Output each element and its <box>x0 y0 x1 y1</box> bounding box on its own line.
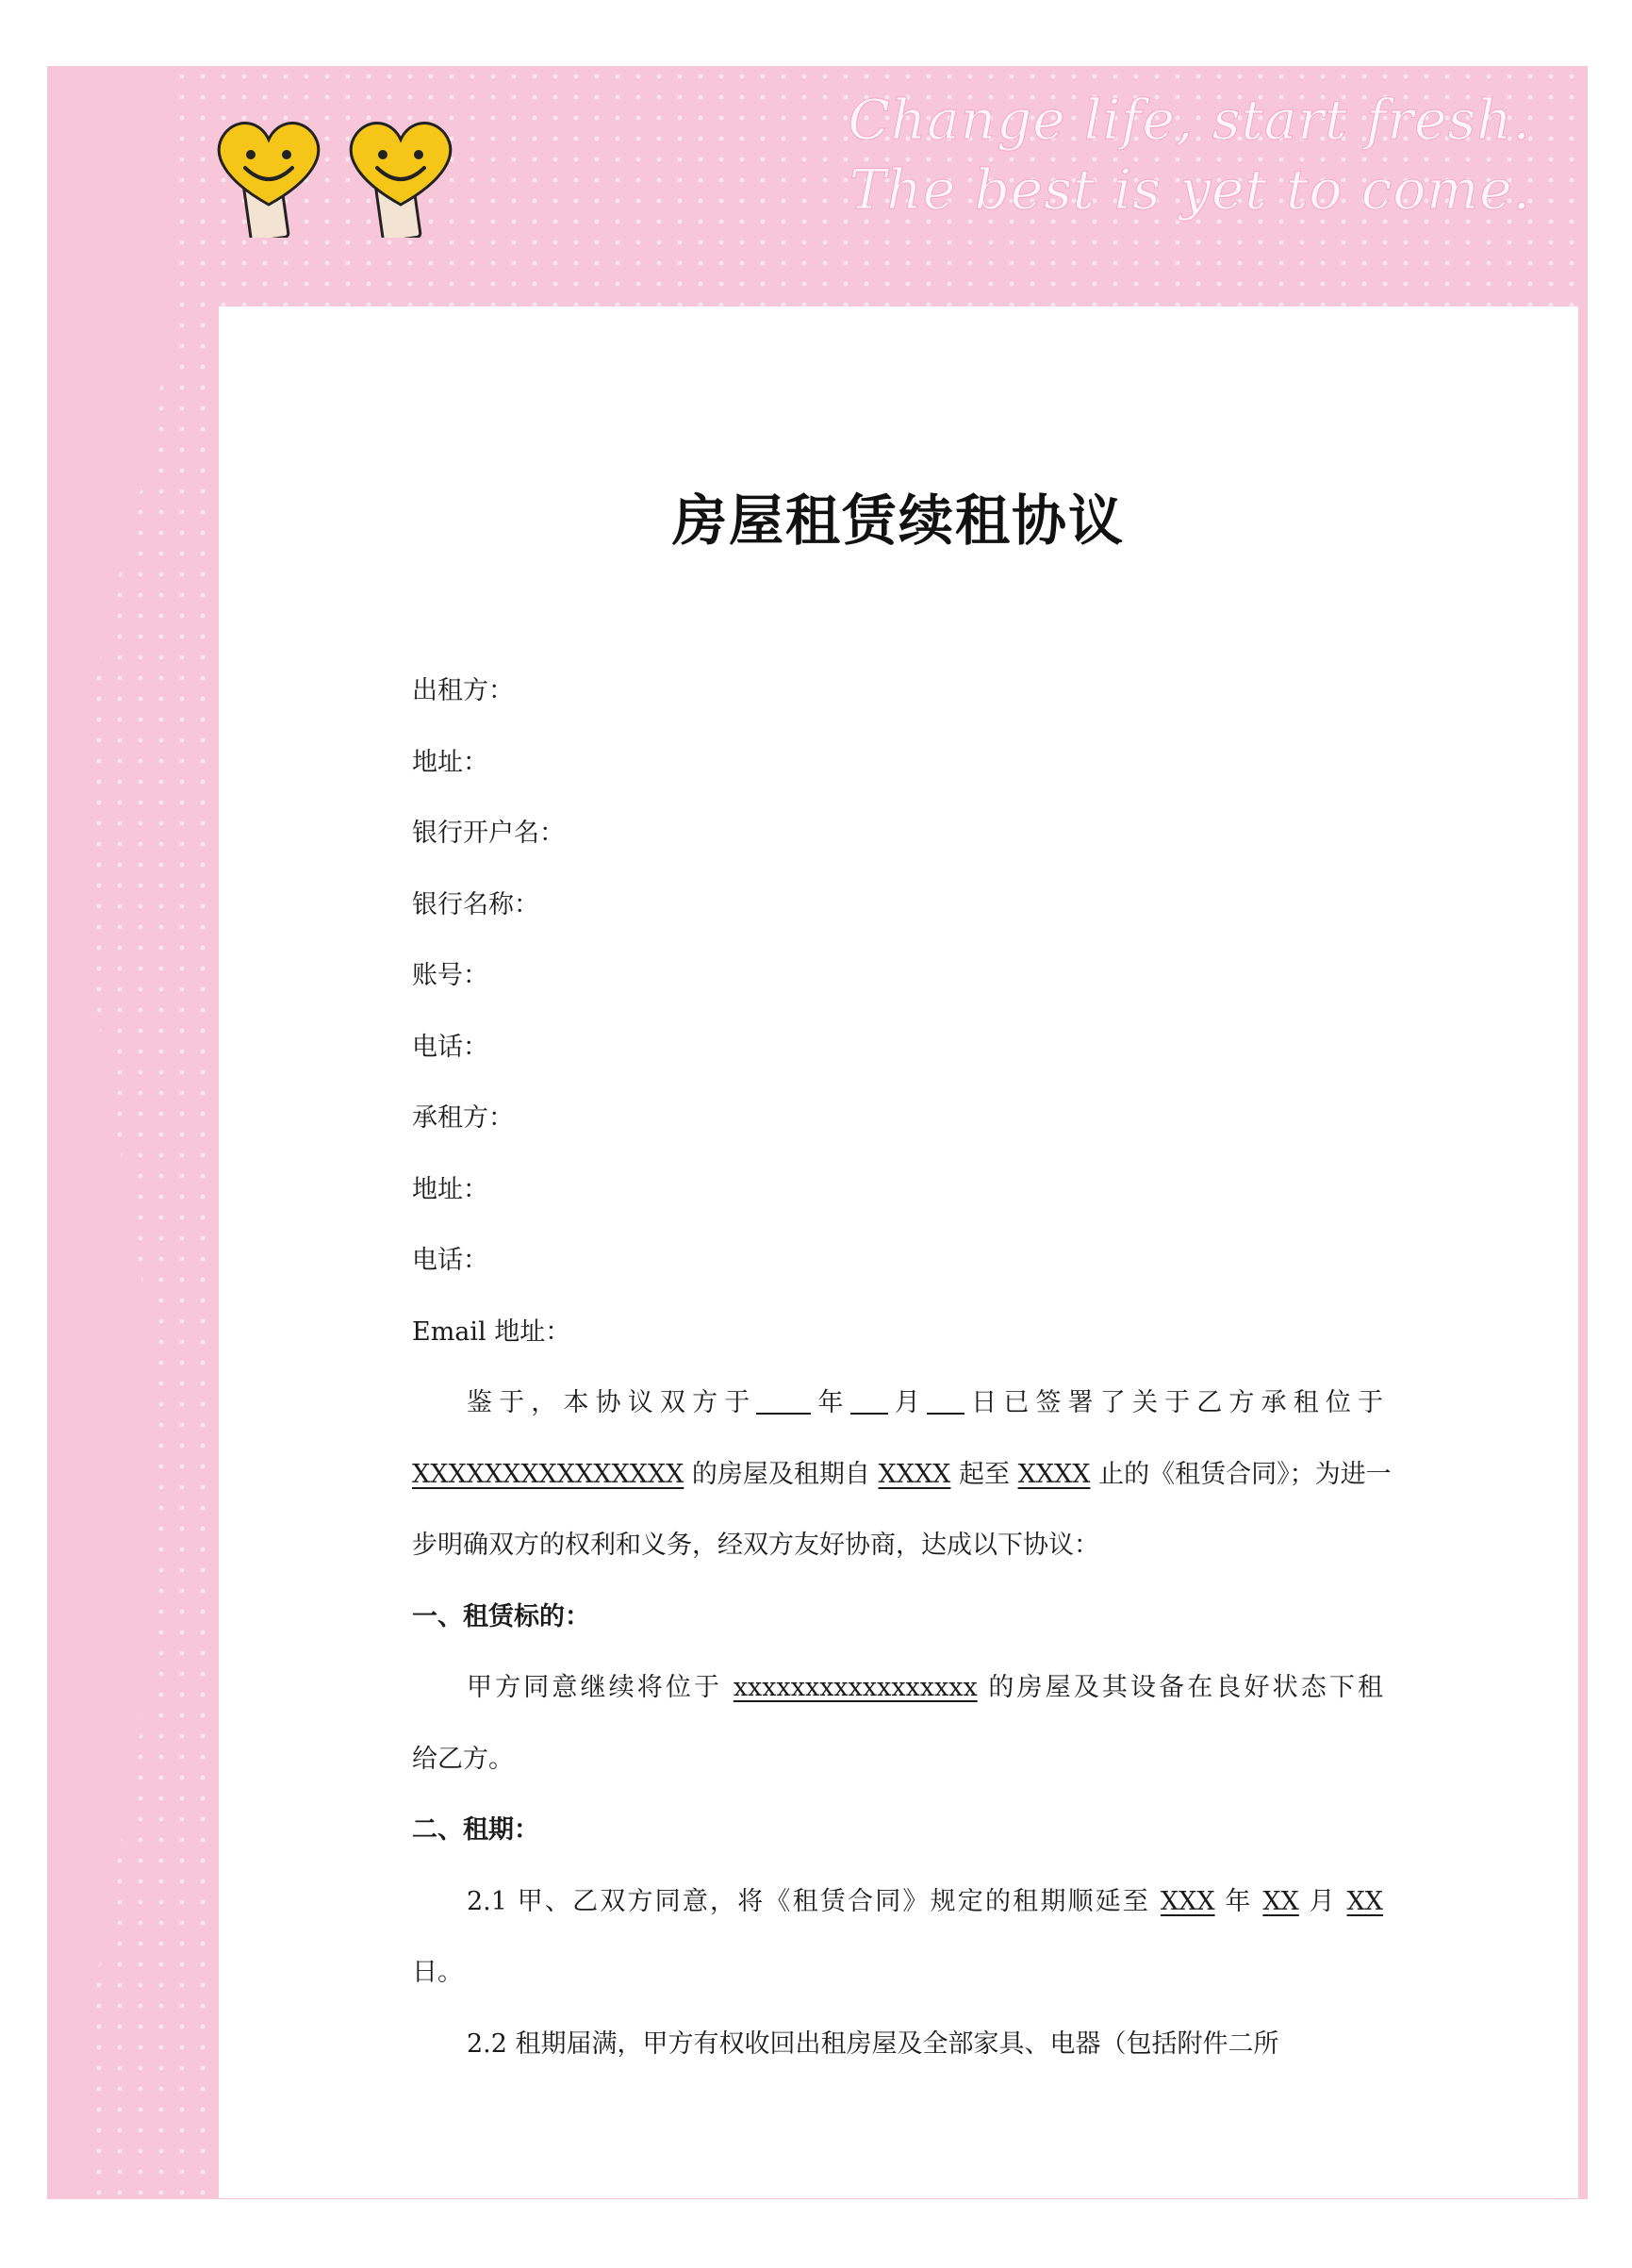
field-lessor-phone: 电话： <box>412 1032 488 1062</box>
smiley-heart-icon <box>207 115 330 238</box>
extension-month-placeholder: XX <box>1262 1886 1299 1916</box>
preamble-line-1 <box>412 1367 1383 1439</box>
field-lessor: 出租方： <box>412 676 514 705</box>
section-2-heading: 二、租期： <box>412 1815 539 1845</box>
preamble-line-2 <box>412 1439 1392 1511</box>
extension-year-placeholder: XXX <box>1160 1886 1215 1916</box>
document-paper <box>219 306 1578 2198</box>
preamble-text: 鉴于，本协议双方于 <box>467 1388 757 1417</box>
field-account-number: 账号： <box>412 961 488 990</box>
document-body <box>412 655 1392 2079</box>
field-lessee: 承租方： <box>412 1103 514 1133</box>
preamble-line-3: 步明确双方的权利和义务，经双方友好协商，达成以下协议： <box>412 1531 1099 1560</box>
clause-2-1-line-1 <box>412 1866 1383 1938</box>
lease-start-placeholder: XXXX <box>878 1459 951 1489</box>
property-address-placeholder: XXXXXXXXXXXXXXX <box>412 1459 684 1489</box>
extension-day-placeholder: XX <box>1346 1886 1383 1916</box>
clause-text: 2.1 甲、乙双方同意，将《租赁合同》规定的租期顺延至 <box>467 1886 1151 1916</box>
year-unit: 年 <box>1225 1886 1253 1916</box>
page-frame <box>47 66 1588 2199</box>
field-bank-name: 银行名称： <box>412 889 539 919</box>
field-lessee-phone: 电话： <box>412 1246 488 1275</box>
smiley-heart-icon <box>339 115 462 238</box>
clause-2-2-line-1: 2.2 租期届满，甲方有权收回出租房屋及全部家具、电器（包括附件二所 <box>467 2028 1279 2059</box>
clause-2-1-line-2: 日。 <box>412 1958 463 1987</box>
section-1-text: 甲方同意继续将位于 <box>467 1673 723 1702</box>
field-lessee-address: 地址： <box>412 1174 488 1204</box>
section-1-line-1 <box>412 1652 1383 1724</box>
preamble-month-label: 月 <box>887 1388 928 1417</box>
month-unit: 月 <box>1309 1886 1337 1916</box>
field-email: Email 地址： <box>412 1316 571 1347</box>
blank-year <box>756 1384 811 1415</box>
preamble-text: 日已签署了关于乙方承租位于 <box>964 1388 1384 1417</box>
lease-end-placeholder: XXXX <box>1017 1459 1091 1489</box>
slogan <box>848 85 1531 224</box>
section-1-text: 的房屋及其设备在良好状态下租 <box>988 1673 1384 1702</box>
slogan-line-2: The best is yet to come. <box>849 157 1531 222</box>
document-title: 房屋租赁续租协议 <box>671 488 1125 553</box>
field-bank-account-name: 银行开户名： <box>412 819 565 848</box>
preamble-text: 的房屋及租期自 <box>691 1459 870 1489</box>
slogan-line-1: Change life, start fresh. <box>848 88 1531 152</box>
preamble-year-label: 年 <box>811 1388 850 1417</box>
property-address-placeholder: xxxxxxxxxxxxxxxxx <box>733 1673 978 1702</box>
blank-day <box>927 1384 964 1415</box>
preamble-text: 起至 <box>959 1459 1010 1489</box>
section-1-heading: 一、租赁标的： <box>412 1601 590 1631</box>
section-1-line-2: 给乙方。 <box>412 1744 514 1774</box>
preamble-text: 止的《租赁合同》；为进一 <box>1098 1459 1392 1489</box>
frame-wave-edge <box>47 66 179 2199</box>
blank-month <box>850 1384 888 1415</box>
field-lessor-address: 地址： <box>412 747 488 777</box>
